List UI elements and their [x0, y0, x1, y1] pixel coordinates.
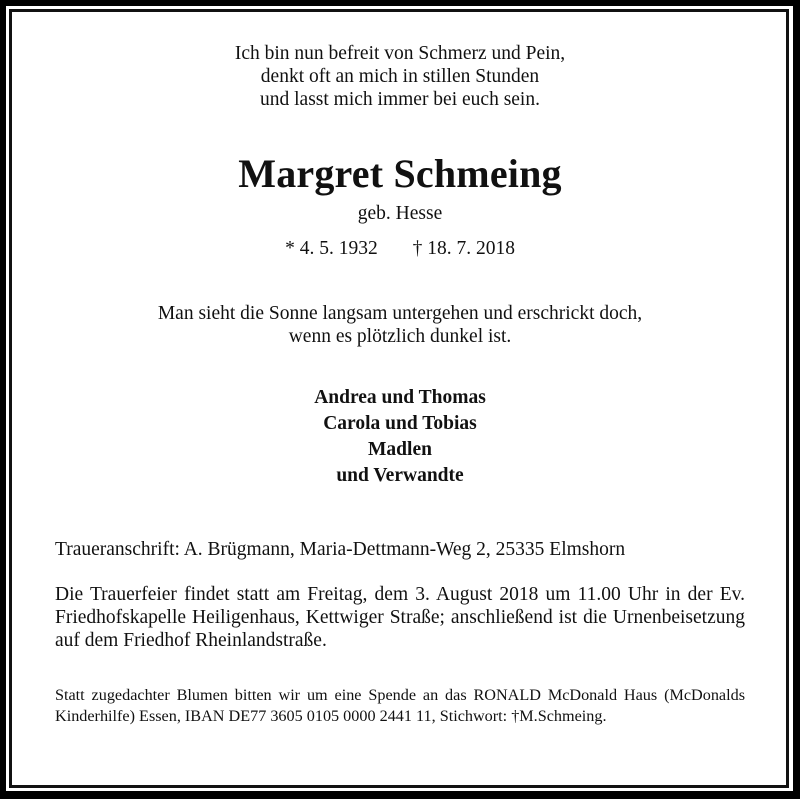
mourners-list	[0, 385, 800, 489]
death-date: † 18. 7. 2018	[412, 238, 515, 259]
mourner-name: Andrea und Thomas	[314, 387, 486, 408]
mourning-address: Traueranschrift: A. Brügmann, Maria-Dettmann-Weg 2, 25335 Elmshorn	[55, 539, 626, 560]
opening-poem	[0, 42, 800, 111]
deceased-name: Margret Schmeing	[238, 151, 562, 196]
mourner-name: und Verwandte	[336, 465, 464, 486]
mourner-name: Carola und Tobias	[323, 413, 477, 434]
memorial-quote	[0, 302, 800, 348]
birth-date: * 4. 5. 1932	[285, 238, 378, 259]
poem-line: und lasst mich immer bei euch sein.	[260, 89, 540, 110]
quote-line: Man sieht die Sonne langsam untergehen und erschrickt doch,	[157, 303, 643, 324]
poem-line: Ich bin nun befreit von Schmerz und Pein,	[234, 43, 566, 64]
life-dates	[0, 236, 800, 262]
poem-line: denkt oft an mich in stillen Stunden	[260, 66, 540, 87]
mourner-name: Madlen	[368, 439, 432, 460]
donation-request: Statt zugedachter Blumen bitten wir um eine Spende an das RONALD McDonald Haus (McDonalds Kinderhilfe) Essen, IBAN DE77 3605 0105 0000 2441 11, Stichwort: †M.Schmeing.	[55, 686, 745, 725]
birth-name: geb. Hesse	[357, 203, 443, 224]
funeral-ceremony-info: Die Trauerfeier findet statt am Freitag, dem 3. August 2018 um 11.00 Uhr in der Ev. Friedhofskapelle Heiligenhaus, Kettwiger Straße; anschließend ist die Urnenbeisetzung auf dem Friedhof Rheinlandstraße.	[55, 584, 745, 651]
quote-line: wenn es plötzlich dunkel ist.	[288, 326, 512, 347]
